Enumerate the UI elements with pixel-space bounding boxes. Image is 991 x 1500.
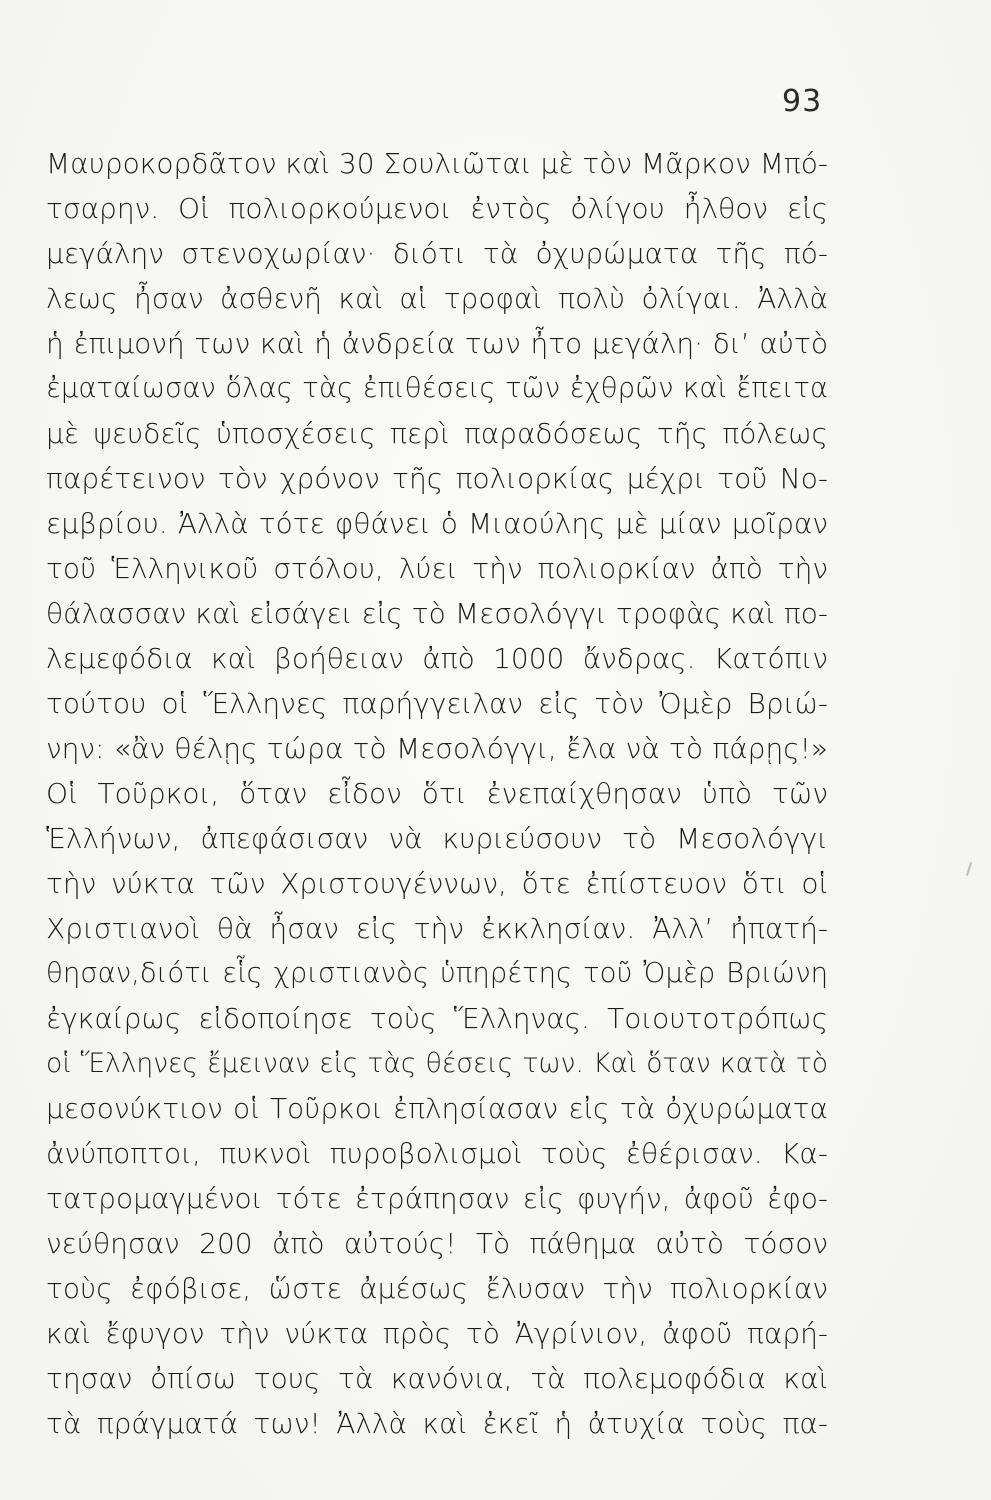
text-line: τὴν νύκτα τῶν Χριστουγέννων, ὅτε ἐπίστευον ὅτι οἱ <box>46 867 828 900</box>
text-line: τσαρην. Οἱ πολιορκούμενοι ἐντὸς ὀλίγου ἦλθον εἰς <box>46 192 828 225</box>
text-line: ἐγκαίρως εἰδοποίησε τοὺς Ἕλληνας. Τοιουτοτρόπως <box>46 1002 828 1035</box>
body-text <box>46 141 828 1446</box>
text-line: μεγάλην στενοχωρίαν· διότι τὰ ὀχυρώματα τῆς πό- <box>46 237 828 270</box>
text-line: ἐματαίωσαν ὅλας τὰς ἐπιθέσεις τῶν ἐχθρῶν καὶ ἔπειτα <box>46 372 828 404</box>
text-line: καὶ ἔφυγον τὴν νύκτα πρὸς τὸ Ἀγρίνιον, ἀφοῦ παρή- <box>46 1317 828 1350</box>
text-line: λεμεφόδια καὶ βοήθειαν ἀπὸ 1000 ἄνδρας. Κατόπιν <box>46 642 828 675</box>
text-line: τοῦ Ἑλληνικοῦ στόλου, λύει τὴν πολιορκίαν ἀπὸ τὴν <box>46 552 828 585</box>
margin-mark <box>966 862 972 876</box>
text-line: μεσονύκτιον οἱ Τοῦρκοι ἐπλησίασαν εἰς τὰ ὀχυρώματα <box>46 1092 828 1125</box>
text-line: Οἱ Τοῦρκοι, ὅταν εἶδον ὅτι ἐνεπαίχθησαν ὑπὸ τῶν <box>46 777 828 810</box>
text-line: μὲ ψευδεῖς ὑποσχέσεις περὶ παραδόσεως τῆς πόλεως <box>46 417 828 450</box>
text-line: τησαν ὀπίσω τους τὰ κανόνια, τὰ πολεμοφόδια καὶ <box>46 1362 828 1395</box>
text-line: θάλασσαν καὶ εἰσάγει εἰς τὸ Μεσολόγγι τροφὰς καὶ πο- <box>46 597 828 630</box>
text-line: Χριστιανοὶ θὰ ἦσαν εἰς τὴν ἐκκλησίαν. Ἀλλ’ ἠπατή- <box>46 912 828 945</box>
page-number: 93 <box>782 84 823 119</box>
text-line: νην: «ἂν θέλῃς τώρα τὸ Μεσολόγγι, ἔλα νὰ τὸ πάρῃς!» <box>46 732 828 765</box>
text-line: εμβρίου. Ἀλλὰ τότε φθάνει ὁ Μιαούλης μὲ μίαν μοῖραν <box>46 507 828 540</box>
text-line: λεως ἦσαν ἀσθενῆ καὶ αἱ τροφαὶ πολὺ ὀλίγαι. Ἀλλὰ <box>46 282 828 315</box>
text-line: Ἑλλήνων, ἀπεφάσισαν νὰ κυριεύσουν τὸ Μεσολόγγι <box>46 822 828 855</box>
text-line: τούτου οἱ Ἕλληνες παρήγγειλαν εἰς τὸν Ὀμὲρ Βριώ- <box>46 687 828 720</box>
text-line: ἡ ἐπιμονή των καὶ ἡ ἀνδρεία των ἦτο μεγάλη· δι’ αὐτὸ <box>46 327 828 360</box>
text-line: τατρομαγμένοι τότε ἐτράπησαν εἰς φυγήν, ἀφοῦ ἐφο- <box>46 1182 828 1215</box>
text-line: τοὺς ἐφόβισε, ὥστε ἀμέσως ἔλυσαν τὴν πολιορκίαν <box>46 1272 828 1305</box>
text-line: θησαν,διότι εἷς χριστιανὸς ὑπηρέτης τοῦ Ὀμὲρ Βριώνη <box>46 957 828 989</box>
text-line: Μαυροκορδᾶτον καὶ 30 Σουλιῶται μὲ τὸν Μᾶρκον Μπό- <box>46 147 828 180</box>
text-line: τὰ πράγματά των! Ἀλλὰ καὶ ἐκεῖ ἡ ἀτυχία τοὺς πα- <box>46 1407 828 1440</box>
text-line: παρέτεινον τὸν χρόνον τῆς πολιορκίας μέχρι τοῦ Νο- <box>46 462 828 495</box>
text-line: οἱ Ἕλληνες ἔμειναν εἰς τὰς θέσεις των. Καὶ ὅταν κατὰ τὸ <box>46 1048 828 1079</box>
text-line: ἀνύποπτοι, πυκνοὶ πυροβολισμοὶ τοὺς ἐθέρισαν. Κα- <box>46 1137 828 1170</box>
text-line: νεύθησαν 200 ἀπὸ αὐτούς! Τὸ πάθημα αὐτὸ τόσον <box>46 1227 828 1260</box>
